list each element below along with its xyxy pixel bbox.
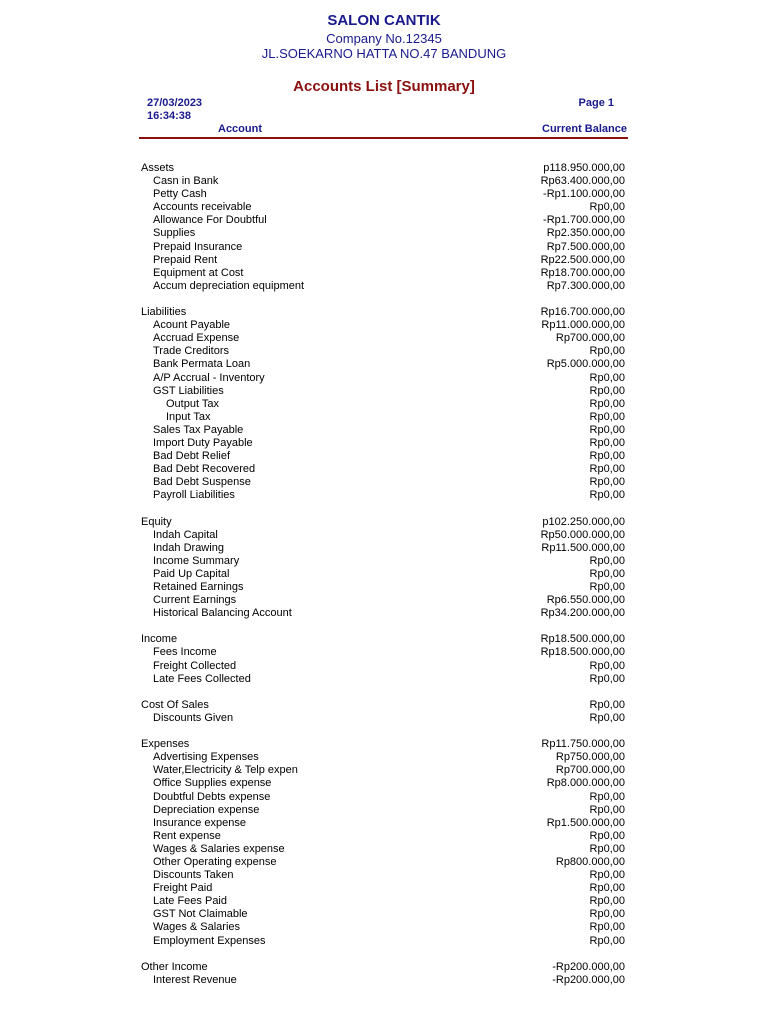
- section-header-row: [141, 699, 625, 712]
- account-row: [141, 489, 625, 502]
- account-balance: Rp0,00: [589, 345, 625, 358]
- account-row: [141, 555, 625, 568]
- account-balance: -Rp1.100.000,00: [543, 188, 625, 201]
- account-balance: Rp0,00: [589, 554, 625, 567]
- account-row: [141, 935, 625, 948]
- account-row: [141, 214, 625, 227]
- account-name: Rent expense: [153, 829, 221, 842]
- account-balance: Rp7.300.000,00: [546, 279, 625, 292]
- account-name: Late Fees Collected: [153, 672, 251, 685]
- account-name: GST Not Claimable: [153, 908, 248, 921]
- account-row: [141, 594, 625, 607]
- account-balance: Rp5.000.000,00: [546, 358, 625, 371]
- account-balance: Rp8.000.000,00: [546, 777, 625, 790]
- account-row: [141, 437, 625, 450]
- account-balance: Rp0,00: [589, 672, 625, 685]
- account-balance: Rp0,00: [589, 423, 625, 436]
- account-row: [141, 411, 625, 424]
- account-row: [141, 791, 625, 804]
- account-row: [141, 385, 625, 398]
- account-balance: Rp0,00: [589, 895, 625, 908]
- account-name: Accum depreciation equipment: [153, 279, 305, 292]
- account-name: Indah Capital: [153, 528, 218, 541]
- account-row: [141, 345, 625, 358]
- account-balance: Rp800.000,00: [555, 855, 625, 868]
- account-balance: Rp0,00: [589, 882, 625, 895]
- account-row: [141, 817, 625, 830]
- section-spacer: [141, 725, 625, 738]
- account-name: Interest Revenue: [153, 973, 237, 986]
- account-row: [141, 777, 625, 790]
- account-balance: Rp0,00: [589, 463, 625, 476]
- account-name: Bad Debt Suspense: [153, 476, 251, 489]
- account-balance: Rp0,00: [589, 803, 625, 816]
- account-row: [141, 424, 625, 437]
- account-row: [141, 843, 625, 856]
- account-balance: Rp0,00: [589, 698, 625, 711]
- account-row: [141, 568, 625, 581]
- account-name: Water,Electricity & Telp expen: [153, 764, 298, 777]
- account-row: [141, 372, 625, 385]
- account-name: Allowance For Doubtful: [153, 214, 267, 227]
- account-balance: Rp16.700.000,00: [540, 306, 625, 319]
- account-name: Expenses: [141, 738, 190, 751]
- section-header-row: [141, 738, 625, 751]
- account-row: [141, 463, 625, 476]
- company-address: JL.SOEKARNO HATTA NO.47 BANDUNG: [261, 46, 507, 61]
- account-name: Paid Up Capital: [153, 567, 230, 580]
- account-row: [141, 921, 625, 934]
- account-balance: Rp0,00: [589, 908, 625, 921]
- account-row: [141, 751, 625, 764]
- account-row: [141, 398, 625, 411]
- account-balance: Rp6.550.000,00: [546, 594, 625, 607]
- section-header-row: [141, 633, 625, 646]
- account-row: [141, 280, 625, 293]
- account-balance: Rp0,00: [589, 384, 625, 397]
- account-balance: Rp0,00: [589, 829, 625, 842]
- report-time: 16:34:38: [147, 110, 192, 122]
- section-header-row: [141, 961, 625, 974]
- account-name: Depreciation expense: [153, 803, 260, 816]
- account-balance: Rp0,00: [589, 410, 625, 423]
- account-row: [141, 673, 625, 686]
- account-balance: Rp0,00: [589, 450, 625, 463]
- account-row: [141, 175, 625, 188]
- account-row: [141, 856, 625, 869]
- account-row: [141, 764, 625, 777]
- account-name: Trade Creditors: [153, 345, 230, 358]
- report-date: 27/03/2023: [147, 97, 203, 109]
- account-row: [141, 227, 625, 240]
- account-name: Indah Drawing: [153, 541, 224, 554]
- account-name: Freight Collected: [153, 659, 237, 672]
- account-name: Bad Debt Relief: [153, 450, 231, 463]
- account-name: A/P Accrual - Inventory: [153, 371, 265, 384]
- account-balance: Rp63.400.000,00: [540, 175, 625, 188]
- section-spacer: [141, 620, 625, 633]
- account-row: [141, 712, 625, 725]
- account-name: GST Liabilities: [153, 384, 224, 397]
- account-name: Discounts Taken: [153, 869, 234, 882]
- account-name: Employment Expenses: [153, 934, 266, 947]
- account-name: Retained Earnings: [153, 581, 244, 593]
- account-row: [141, 529, 625, 542]
- account-row: [141, 607, 625, 620]
- account-name: Discounts Given: [153, 711, 234, 724]
- section-spacer: [141, 293, 625, 306]
- account-row: [141, 660, 625, 673]
- account-balance: Rp2.350.000,00: [546, 227, 625, 240]
- account-balance: Rp0,00: [589, 581, 625, 593]
- account-row: [141, 804, 625, 817]
- account-balance: Rp0,00: [589, 397, 625, 410]
- section-header-row: [141, 162, 625, 175]
- account-name: Freight Paid: [153, 882, 213, 895]
- account-balance: Rp50.000.000,00: [540, 528, 625, 541]
- account-name: Late Fees Paid: [153, 895, 227, 908]
- account-balance: Rp0,00: [589, 659, 625, 672]
- account-balance: Rp700.000,00: [555, 332, 625, 345]
- company-number: Company No.12345: [326, 31, 442, 46]
- account-name: Supplies: [153, 227, 196, 240]
- header-divider: [139, 137, 628, 139]
- account-name: Prepaid Insurance: [153, 240, 243, 253]
- account-balance: -Rp200.000,00: [552, 973, 625, 986]
- account-balance: Rp0,00: [589, 921, 625, 934]
- account-name: Acount Payable: [153, 319, 231, 332]
- account-row: [141, 358, 625, 371]
- account-balance: Rp34.200.000,00: [540, 607, 625, 620]
- account-balance: Rp7.500.000,00: [546, 240, 625, 253]
- account-row: [141, 542, 625, 555]
- account-row: [141, 974, 625, 987]
- account-row: [141, 319, 625, 332]
- account-balance: Rp11.500.000,00: [541, 541, 625, 554]
- account-name: Petty Cash: [153, 188, 207, 201]
- account-name: Equipment at Cost: [153, 266, 244, 279]
- account-name: Casn in Bank: [153, 175, 219, 188]
- account-row: [141, 908, 625, 921]
- account-row: [141, 646, 625, 659]
- section-spacer: [141, 948, 625, 961]
- section-spacer: [141, 502, 625, 515]
- account-name: Office Supplies expense: [153, 777, 272, 790]
- account-balance: Rp0,00: [589, 711, 625, 724]
- column-header-account: Account: [218, 123, 262, 135]
- section-spacer: [141, 686, 625, 699]
- account-name: Other Operating expense: [153, 855, 277, 868]
- account-row: [141, 267, 625, 280]
- account-name: Equity: [141, 515, 172, 528]
- account-name: Advertising Expenses: [153, 751, 259, 764]
- account-balance: -Rp1.700.000,00: [543, 214, 625, 227]
- account-name: Cost Of Sales: [141, 698, 209, 711]
- account-balance: Rp18.700.000,00: [540, 266, 625, 279]
- account-row: [141, 332, 625, 345]
- account-name: Bank Permata Loan: [153, 358, 251, 371]
- page-number: Page 1: [578, 97, 614, 109]
- section-header-row: [141, 306, 625, 319]
- account-balance: Rp0,00: [589, 489, 625, 502]
- account-balance: Rp0,00: [589, 476, 625, 489]
- account-balance: Rp11.000.000,00: [541, 319, 625, 332]
- account-name: Other Income: [141, 960, 208, 973]
- account-name: Import Duty Payable: [153, 436, 253, 449]
- account-name: Fees Income: [153, 646, 217, 659]
- account-balance: Rp0,00: [589, 790, 625, 803]
- account-row: [141, 581, 625, 594]
- account-name: Historical Balancing Account: [153, 607, 292, 620]
- account-balance: Rp22.500.000,00: [540, 253, 625, 266]
- account-name: Current Earnings: [153, 594, 237, 607]
- account-name: Assets: [141, 162, 175, 174]
- company-name: SALON CANTIK: [327, 12, 441, 29]
- account-balance: Rp0,00: [589, 201, 625, 214]
- account-name: Income Summary: [153, 554, 240, 567]
- account-balance: p102.250.000,00: [542, 515, 625, 528]
- account-balance: Rp0,00: [589, 842, 625, 855]
- account-balance: -Rp200.000,00: [552, 960, 625, 973]
- account-name: Income: [141, 633, 178, 646]
- account-row: [141, 476, 625, 489]
- account-balance: Rp0,00: [589, 371, 625, 384]
- accounts-list: [141, 162, 625, 987]
- account-name: Input Tax: [166, 410, 211, 423]
- account-name: Sales Tax Payable: [153, 423, 244, 436]
- account-balance: Rp11.750.000,00: [541, 738, 625, 751]
- account-name: Prepaid Rent: [153, 253, 218, 266]
- account-name: Accruad Expense: [153, 332, 240, 345]
- account-name: Payroll Liabilities: [153, 489, 235, 502]
- account-balance: Rp0,00: [589, 934, 625, 947]
- account-row: [141, 450, 625, 463]
- account-row: [141, 895, 625, 908]
- account-name: Liabilities: [141, 306, 187, 319]
- account-balance: Rp0,00: [589, 567, 625, 580]
- account-balance: Rp700.000,00: [555, 764, 625, 777]
- account-name: Wages & Salaries expense: [153, 842, 285, 855]
- account-row: [141, 188, 625, 201]
- column-header-balance: Current Balance: [542, 123, 627, 135]
- account-name: Insurance expense: [153, 816, 246, 829]
- account-name: Bad Debt Recovered: [153, 463, 256, 476]
- section-header-row: [141, 516, 625, 529]
- account-balance: Rp18.500.000,00: [540, 646, 625, 659]
- account-balance: Rp1.500.000,00: [546, 816, 625, 829]
- account-name: Wages & Salaries: [153, 921, 241, 934]
- account-balance: Rp18.500.000,00: [540, 633, 625, 646]
- account-balance: Rp0,00: [589, 869, 625, 882]
- account-balance: p118.950.000,00: [543, 162, 625, 174]
- account-row: [141, 882, 625, 895]
- account-name: Accounts receivable: [153, 201, 252, 214]
- account-balance: Rp0,00: [589, 436, 625, 449]
- account-row: [141, 830, 625, 843]
- account-row: [141, 241, 625, 254]
- account-row: [141, 201, 625, 214]
- report-title: Accounts List [Summary]: [293, 78, 475, 95]
- account-row: [141, 869, 625, 882]
- account-name: Doubtful Debts expense: [153, 790, 271, 803]
- account-row: [141, 254, 625, 267]
- account-name: Output Tax: [166, 397, 219, 410]
- account-balance: Rp750.000,00: [555, 751, 625, 764]
